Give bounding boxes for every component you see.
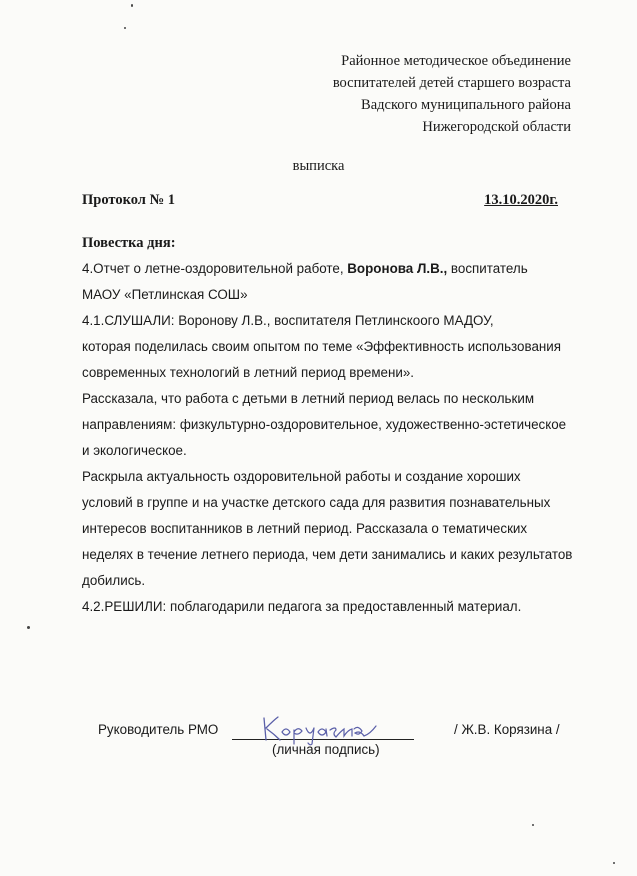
addressee-line: Районное методическое объединение <box>341 53 571 69</box>
agenda-item <box>82 256 582 282</box>
agenda-item-prefix: 4.Отчет о летне-оздоровительной работе, <box>82 261 348 276</box>
body-line: 4.1.СЛУШАЛИ: Воронову Л.В., воспитателя Петлинскоого МАДОУ, <box>82 313 494 328</box>
protocol-number: Протокол № 1 <box>82 192 176 208</box>
agenda-speaker: Воронова Л.В., <box>347 261 448 276</box>
signature-name: / Ж.В. Корязина / <box>454 722 560 737</box>
body-line: Раскрыла актуальность оздоровительной работы и создание хороших <box>82 469 521 484</box>
addressee-line: Вадского муниципального района <box>361 97 571 113</box>
body-line: современных технологий в летний период времени». <box>82 365 415 380</box>
addressee-block <box>333 50 571 138</box>
agenda-title: Повестка дня: <box>82 235 176 251</box>
signature-caption: (личная подпись) <box>272 742 380 757</box>
body-line: направлениям: физкультурно-оздоровительное, художественно-эстетическое <box>82 417 567 432</box>
protocol-date: 13.10.2020г. <box>484 192 558 208</box>
paper-speck <box>131 4 133 7</box>
body-line: которая поделилась своим опытом по теме «Эффективность использования <box>82 339 562 354</box>
document-type: выписка <box>292 158 345 174</box>
paper-speck <box>27 626 30 629</box>
addressee-line: воспитателей детей старшего возраста <box>332 75 571 91</box>
paper-speck <box>532 824 534 826</box>
body-line: и экологическое. <box>82 443 187 458</box>
decision-line: 4.2.РЕШИЛИ: поблагодарили педагога за предоставленный материал. <box>82 599 522 614</box>
handwritten-signature <box>258 712 378 746</box>
body-line: добились. <box>82 573 146 588</box>
agenda-item-suffix: воспитатель <box>447 261 528 276</box>
signature-role: Руководитель РМО <box>98 722 219 737</box>
agenda-item-line2: МАОУ «Петлинская СОШ» <box>82 287 248 302</box>
addressee-line: Нижегородской области <box>422 119 571 135</box>
document-body <box>82 230 582 620</box>
protocol-header <box>82 192 558 209</box>
paper-speck <box>613 862 615 864</box>
body-line: неделях в течение летнего периода, чем дети занимались и каких результатов <box>82 547 573 562</box>
body-line: условий в группе и на участке детского сада для развития познавательных <box>82 495 551 510</box>
body-line: Рассказала, что работа с детьми в летний период велась по нескольким <box>82 391 535 406</box>
paper-speck <box>124 27 126 29</box>
body-line: интересов воспитанников в летний период. Рассказала о тематических <box>82 521 528 536</box>
